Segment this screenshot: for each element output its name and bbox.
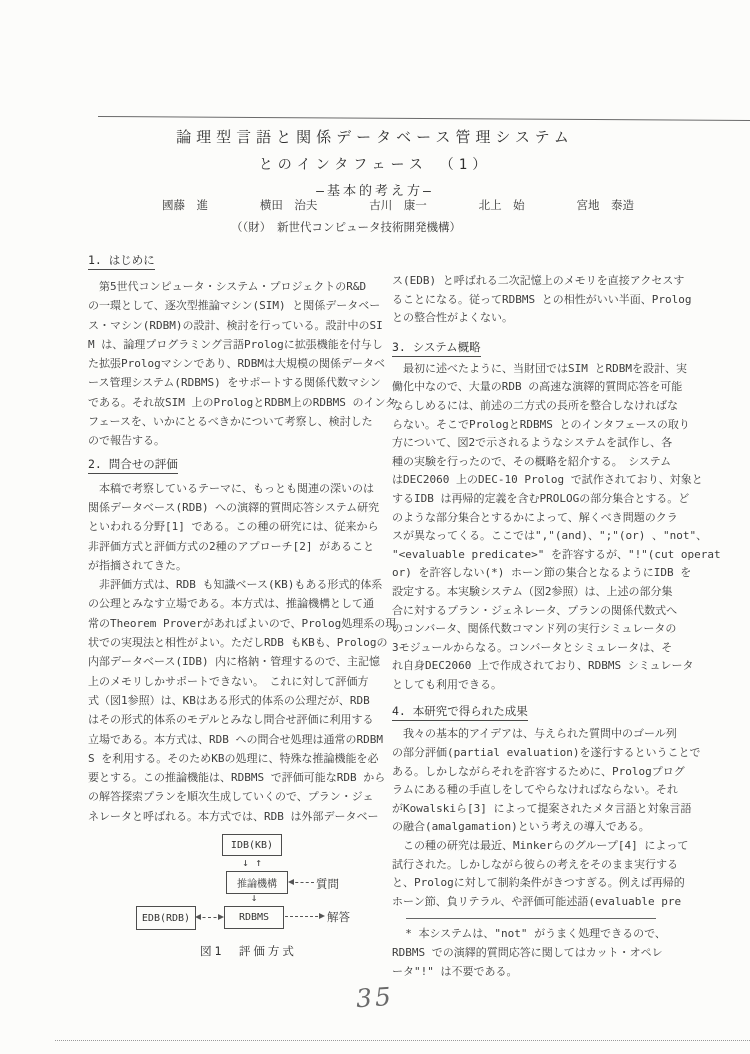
paper-title-line-2: とのインタフェース （1）: [258, 157, 492, 173]
section-1-body: [88, 277, 397, 451]
affiliation: （（財） 新世代コンピュータ技術開発機構）: [231, 220, 461, 234]
text-line: フェースを、いかにとるべきかについて考察し、検討した: [88, 415, 373, 429]
arrowhead-left-icon: [288, 879, 294, 885]
text-line: 種の実験を行ったので、その概略を紹介する。 システム: [392, 454, 672, 468]
paper-title-line-1: 論理型言語と関係データベース管理システム: [176, 128, 574, 146]
down-arrow-icon: ↓: [250, 891, 258, 904]
text-line: の一環として、逐次型推論マシン(SIM) と関係データベー: [88, 299, 381, 313]
section-3-heading-text: 3. システム概略: [392, 339, 481, 357]
text-line: 合に対するプラン・ジェネレータ、プランの関係代数式へ: [392, 603, 678, 617]
text-line: らない。そこでPrologとRDBMS とのインタフェースの取り: [392, 417, 690, 431]
text-line: がKowalskiら[3] によって提案されたメタ言語と対象言語: [392, 801, 692, 815]
section-4-body: [392, 725, 701, 911]
author-name: 横田 治夫: [259, 198, 318, 212]
title-block: [0, 126, 750, 199]
section-2-heading-text: 2. 問合せの評価: [88, 456, 178, 474]
text-line: 最初に述べたように、当財団ではSIM とRDBMを設計、実: [392, 361, 687, 375]
section-3-body: [392, 360, 721, 695]
text-line: ならしめるには、前述の二方式の長所を整合しなければな: [392, 398, 678, 412]
text-line: ある。しかしながらそれを許容するために、Prologプログ: [392, 764, 685, 778]
text-line: 立場である。本方式は、RDB への問合せ処理は通常のRDBM: [88, 732, 383, 746]
text-line: ータ"!" は不要である。: [392, 964, 518, 978]
text-line: との整合性がよくない。: [392, 311, 513, 325]
text-line: 働化中なので、大量のRDB の高速な演繹的質問応答を可能: [392, 380, 683, 394]
text-line: 関係データベース(RDB) への演繹的質問応答システム研究: [88, 500, 380, 514]
text-line: M は、論理プログラミング言語Prologに拡張機能を付与し: [88, 337, 383, 351]
section-4-heading: [392, 703, 692, 721]
inference-mechanism-box: 推論機構: [226, 871, 288, 894]
text-line: 方について、図2で示されるようなシステムを試作し、各: [392, 436, 673, 450]
text-line: の解答探索プランを順次生成していくので、プラン・ジェ: [88, 790, 374, 804]
question-arrow-icon: [290, 882, 314, 883]
text-line: or) を許容しない(*) ホーン節の集合となるようにIDB を: [392, 566, 692, 580]
text-line: 要とする。この推論機能は、RDBMS で評価可能なRDB から: [88, 771, 386, 785]
text-line: 設定する。本実験システム（図2参照）は、上述の部分集: [392, 584, 673, 598]
text-line: の公理とみなす立場である。本方式は、推論機構として通: [88, 597, 374, 611]
text-line: するIDB は再帰的定義を含むPROLOGの部分集合とする。ど: [392, 491, 690, 505]
footnote: [392, 925, 692, 981]
section-1-heading-text: 1. はじめに: [88, 252, 155, 270]
text-line: と、Prologに対して制約条件がきつすぎる。例えば再帰的: [392, 876, 685, 890]
answer-label: 解答: [327, 910, 350, 924]
text-line: の部分評価(partial evaluation)を遂行するということで: [392, 746, 701, 760]
text-line: のような部分集合とするかによって、解くべき問題のクラ: [392, 510, 678, 524]
right-column: [392, 272, 721, 981]
author-name: 國藤 進: [162, 198, 208, 212]
text-line: ラムにある種の手直しをしてやらなければならない。それ: [392, 783, 678, 797]
text-line: ース管理システム(RDBMS) をサポートする関係代数マシン: [88, 376, 381, 390]
up-down-arrows-icon: ↓ ↑: [242, 856, 262, 869]
text-line: ス(EDB) と呼ばれる二次記憶上のメモリを直接アクセスす: [392, 274, 685, 287]
text-line: RDBMS での演繹的質問応答に関してはカット・オペレ: [392, 946, 663, 959]
section-1-heading: [88, 252, 388, 270]
arrowhead-right-icon: [319, 913, 325, 919]
text-line: ホーン節、負リテラル、や評価可能述語(evaluable pre: [392, 894, 682, 908]
text-line: である。それ故SIM 上のPrologとRDBM上のRDBMS のインタ: [88, 395, 397, 409]
rdbms-box: RDBMS: [224, 906, 284, 929]
author-name: 宮地 泰造: [576, 198, 634, 212]
author-name: 古川 康一: [369, 198, 427, 212]
text-line: この種の研究は最近、Minkerらのグループ[4] によって: [392, 839, 689, 853]
section-4-heading-text: 4. 本研究で得られた成果: [392, 703, 528, 721]
text-line: のコンバータ、関係代数コマンド列の実行シミュレータの: [392, 622, 677, 636]
text-line: が指摘されてきた。: [88, 558, 187, 572]
text-line: た拡張Prologマシンであり、RDBMは大規模の関係データベ: [88, 357, 385, 371]
text-line: S を利用する。そのためKBの処理に、特殊な推論機能を必: [88, 751, 379, 765]
text-line: 本稿で考察しているテーマに、もっとも関連の深いのは: [88, 481, 374, 495]
text-line: はその形式的体系のモデルとみなし問合せ評価に利用する: [88, 713, 374, 727]
text-line: 試行された。しかしながら彼らの考えをそのまま実行する: [392, 857, 678, 871]
edb-rdb-box: EDB(RDB): [136, 906, 196, 930]
top-rule: [98, 116, 750, 121]
text-line: ス・マシン(RDBM)の設計、検討を行っている。設計中のSI: [88, 318, 383, 332]
section-2-body: [88, 479, 397, 826]
section-3-heading: [392, 339, 692, 357]
figure-1-caption: 図1 評価方式: [200, 944, 297, 958]
text-line: といわれる分野[1] である。この種の研究には、従来から: [88, 520, 379, 534]
authors-row: [162, 197, 634, 213]
text-line: 式（図1参照）は、KBはある形式的体系の公理だが、RDB: [88, 693, 370, 707]
section-2-continued: [392, 272, 692, 328]
handwritten-page-number: 35: [355, 981, 395, 1014]
edb-rdbms-double-arrow-icon: [197, 917, 222, 918]
text-line: 3モジュールからなる。コンバータとシミュレータは、そ: [392, 640, 673, 654]
text-line: ネレータと呼ばれる。本方式では、RDB は外部データベー: [88, 809, 379, 823]
footnote-separator: [406, 918, 656, 919]
text-line: れ自身DEC2060 上で作成されており、RDBMS シミュレータ: [392, 659, 694, 673]
text-line: 状での実現法と相性がよい。ただしRDB もKBも、Prologの: [88, 636, 388, 650]
paper-subtitle: ―基本的考え方―: [316, 184, 434, 199]
arrowhead-left-icon: [195, 914, 201, 920]
section-2-heading: [88, 456, 388, 474]
text-line: 非評価方式は、RDB も知識ベース(KB)もある形式的体系: [88, 578, 383, 592]
text-line: "<evaluable predicate>" を許容するが、"!"(cut operat: [392, 547, 721, 561]
text-line: ることになる。従ってRDBMS との相性がいい半面、Prolog: [392, 292, 692, 306]
text-line: はDEC2060 上のDEC-10 Prolog で試作されており、対象と: [392, 473, 703, 487]
text-line: 常のTheorem Proverがあればよいので、Prolog処理系の現: [88, 616, 397, 630]
text-line: としても利用できる。: [392, 677, 502, 691]
text-line: ので報告する。: [88, 434, 165, 448]
text-line: 上のメモリしかサポートできない。 これに対して評価方: [88, 674, 369, 688]
answer-arrow-icon: [285, 916, 323, 917]
text-line: スが異なってくる。ここでは","(and)、";"(or) 、"not"、: [392, 529, 708, 543]
bottom-rule: [55, 1040, 750, 1041]
question-label: 質問: [316, 877, 339, 891]
text-line: 非評価方式と評価方式の2種のアプローチ[2] があること: [88, 539, 375, 553]
text-line: 内部データベース(IDB) 内に格納・管理するので、主記憶: [88, 655, 380, 669]
text-line: の融合(amalgamation)という考えの導入である。: [392, 820, 650, 834]
text-line: * 本システムは、"not" がうまく処理できるので、: [392, 927, 666, 941]
text-line: 第5世代コンピュータ・システム・プロジェクトのR&D: [88, 280, 367, 293]
author-name: 北上 始: [478, 198, 525, 212]
text-line: 我々の基本的アイデアは、与えられた質問中のゴール列: [392, 727, 677, 741]
idb-kb-box: IDB(KB): [222, 834, 282, 856]
left-column: [88, 252, 397, 826]
